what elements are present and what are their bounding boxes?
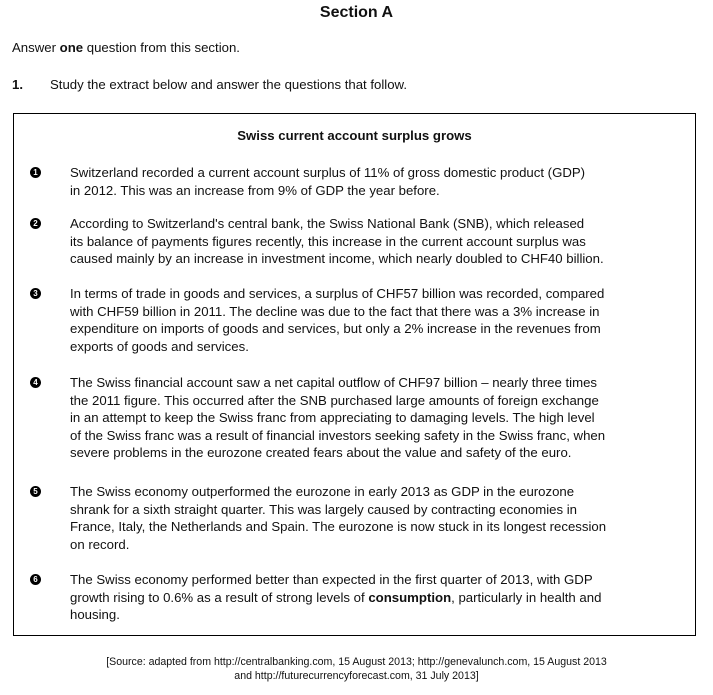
paragraph-marker-2: 2	[30, 218, 41, 229]
paragraph-text-2: According to Switzerland's central bank, the Swiss National Bank (SNB), which released its balance of payments figures recently, this increase in the current account surplus was caused mainly by an increase in investment income, which nearly doubled to CHF40 billion.	[70, 216, 604, 267]
paragraph-marker-4: 4	[30, 377, 41, 388]
paragraph-text-5: The Swiss economy outperformed the eurozone in early 2013 as GDP in the eurozone shrank for a sixth straight quarter. This was largely caused by contracting economies in France, Italy, the Netherlands and Spain. The eurozone is now stuck in its longest recession on record.	[70, 484, 607, 552]
extract-paragraph-1	[30, 164, 680, 199]
paragraph-6-part-b: , particularly in health and housing.	[70, 589, 602, 623]
paragraph-marker-1: 1	[30, 167, 41, 178]
extract-paragraph-3	[30, 285, 680, 355]
instruction-bold: one	[59, 40, 84, 55]
extract-title: Swiss current account surplus grows	[237, 128, 472, 143]
question-number: 1.	[12, 77, 23, 92]
section-title: Section A	[319, 4, 394, 21]
paragraph-6-part-a: The Swiss economy performed better than expected in the first quarter of 2013, with GDP growth rising to 0.6% as a result of strong levels of	[70, 572, 593, 605]
paragraph-marker-5: 5	[30, 486, 41, 497]
extract-box	[13, 113, 696, 636]
extract-paragraph-6	[30, 571, 680, 624]
paragraph-marker-3: 3	[30, 288, 41, 299]
question-text: Study the extract below and answer the questions that follow.	[50, 77, 408, 92]
instruction	[12, 40, 240, 55]
paragraph-text-3: In terms of trade in goods and services, a surplus of CHF57 billion was recorded, compared with CHF59 billion in 2011. The decline was due to the fact that there was a 3% increase in expenditure on imports of goods and services, but only a 2% increase in the revenues from exports of goods and services.	[70, 286, 605, 354]
question	[12, 77, 407, 92]
extract-paragraph-2	[30, 215, 680, 268]
paragraph-text-6	[70, 571, 680, 624]
extract-paragraph-4	[30, 374, 680, 462]
extract-paragraph-5	[30, 483, 680, 553]
paragraph-6-bold-term: consumption	[368, 589, 452, 605]
instruction-suffix: question from this section.	[83, 40, 240, 55]
source-citation: [Source: adapted from http://centralbanking.com, 15 August 2013; http://genevalunch.com, 15 August 2013 and http://futurecurrencyforecast.com, 31 July 2013]	[106, 656, 607, 682]
paragraph-text-4: The Swiss financial account saw a net capital outflow of CHF97 billion – nearly three times the 2011 figure. This occurred after the SNB purchased large amounts of foreign exchange in an attempt to keep the Swiss franc from appreciating to damaging levels. The high level of the Swiss franc was a result of financial investors seeking safety in the Swiss franc, when severe problems in the eurozone created fears about the value and safety of the euro.	[70, 375, 606, 461]
paragraph-marker-6: 6	[30, 574, 41, 585]
paragraph-text-1: Switzerland recorded a current account surplus of 11% of gross domestic product (GDP) in 2012. This was an increase from 9% of GDP the year before.	[70, 165, 586, 198]
instruction-prefix: Answer	[12, 40, 60, 55]
